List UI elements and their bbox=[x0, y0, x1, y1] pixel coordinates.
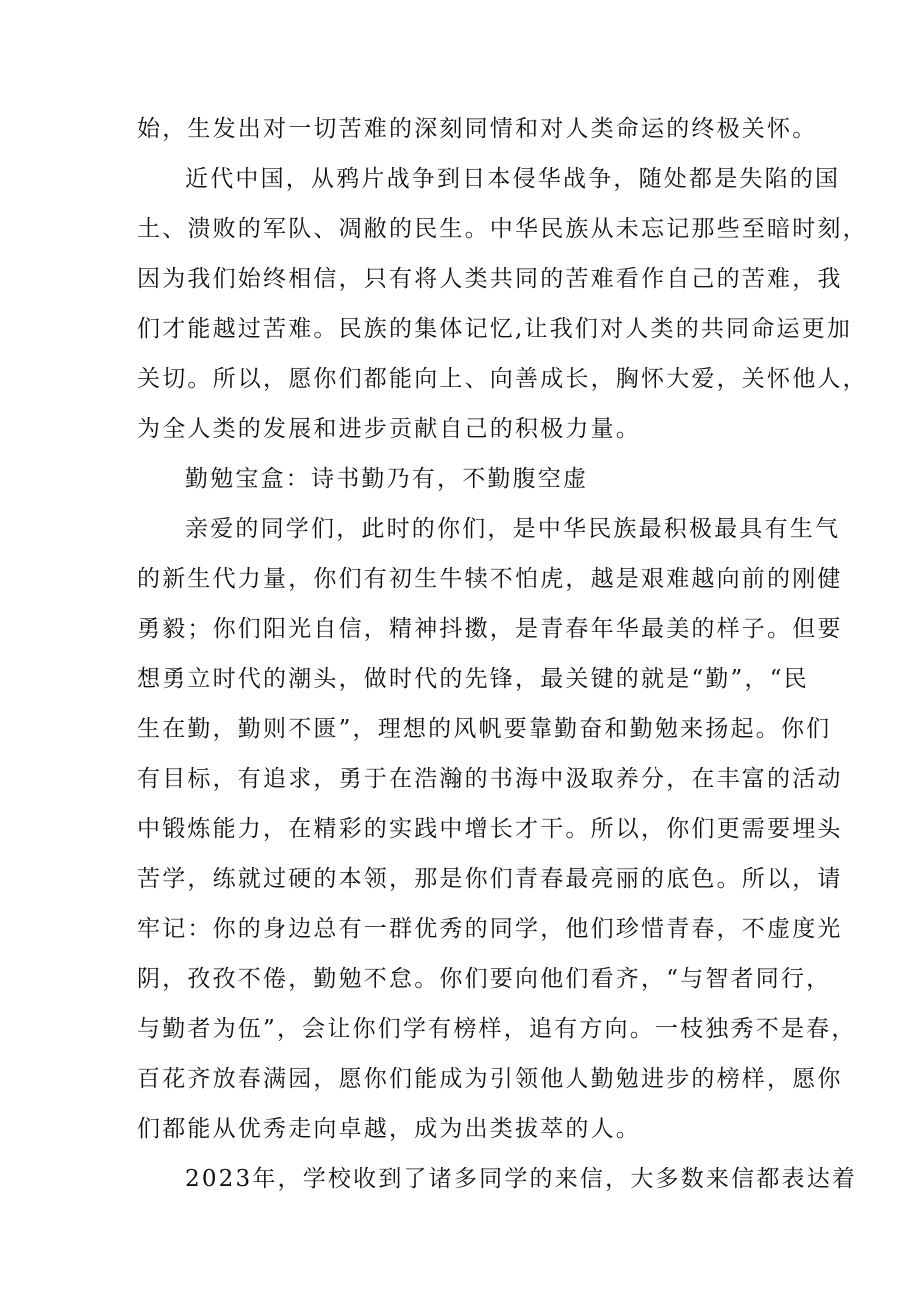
text-line: 为全人类的发展和进步贡献自己的积极力量。 bbox=[137, 416, 641, 442]
text-line: 有目标，有追求，勇于在浩瀚的书海中汲取养分，在丰富的活动 bbox=[137, 766, 843, 792]
text-line: 土、溃败的军队、凋敝的民生。中华民族从未忘记那些至暗时刻， bbox=[137, 216, 868, 242]
text-line: 牢记：你的身边总有一群优秀的同学，他们珍惜青春，不虚度光 bbox=[137, 916, 843, 942]
text-line: 与勤者为伍”，会让你们学有榜样，追有方向。一枝独秀不是春， bbox=[137, 1016, 857, 1042]
section-heading: 勤勉宝盒：诗书勤乃有，不勤腹空虚 bbox=[185, 466, 589, 492]
text-line: 百花齐放春满园，愿你们能成为引领他人勤勉进步的榜样，愿你 bbox=[137, 1066, 843, 1092]
text-line: 想勇立时代的潮头，做时代的先锋，最关键的就是“勤”，“民 bbox=[137, 666, 809, 692]
paragraph-start-line: 近代中国，从鸦片战争到日本侵华战争，随处都是失陷的国 bbox=[185, 166, 841, 192]
text-line: 中锻炼能力，在精彩的实践中增长才干。所以，你们更需要埋头 bbox=[137, 816, 843, 842]
text-line: 因为我们始终相信，只有将人类共同的苦难看作自己的苦难，我 bbox=[137, 266, 843, 292]
text-line: 始，生发出对一切苦难的深刻同情和对人类命运的终极关怀。 bbox=[137, 116, 818, 142]
text-line: 关切。所以，愿你们都能向上、向善成长，胸怀大爱，关怀他人， bbox=[137, 366, 868, 392]
text-line: 阴，孜孜不倦，勤勉不怠。你们要向他们看齐，“与智者同行， bbox=[137, 966, 832, 992]
paragraph-start-line: 亲爱的同学们，此时的你们，是中华民族最积极最具有生气 bbox=[185, 516, 841, 542]
paragraph-start-line: 2023年，学校收到了诸多同学的来信，大多数来信都表达着 bbox=[185, 1166, 858, 1192]
text-line: 苦学，练就过硬的本领，那是你们青春最亮丽的底色。所以，请 bbox=[137, 866, 843, 892]
text-line: 的新生代力量，你们有初生牛犊不怕虎，越是艰难越向前的刚健 bbox=[137, 566, 843, 592]
text-line: 勇毅；你们阳光自信，精神抖擞，是青春年华最美的样子。但要 bbox=[137, 616, 843, 642]
text-line: 们才能越过苦难。民族的集体记忆,让我们对人类的共同命运更加 bbox=[137, 316, 853, 342]
text-line: 生在勤，勤则不匮”，理想的风帆要靠勤奋和勤勉来扬起。你们 bbox=[137, 716, 832, 742]
text-line: 们都能从优秀走向卓越，成为出类拔萃的人。 bbox=[137, 1116, 641, 1142]
